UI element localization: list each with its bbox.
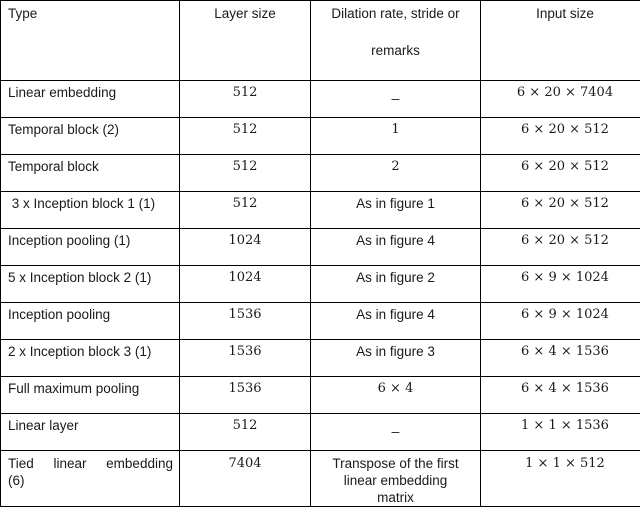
cell-dilation: As in figure 3 xyxy=(311,340,481,377)
cell-dilation: As in figure 4 xyxy=(311,303,481,340)
cell-type-word: linear xyxy=(53,456,87,471)
table-row xyxy=(1,229,640,266)
cell-dilation-line2: linear embedding xyxy=(343,473,448,488)
header-dilation-line2: remarks xyxy=(371,43,420,58)
header-row xyxy=(1,1,640,81)
table-row xyxy=(1,81,640,118)
cell-type: 2 x Inception block 3 (1) xyxy=(1,340,180,377)
cell-dilation: As in figure 1 xyxy=(311,192,481,229)
table-row xyxy=(1,451,640,507)
table-row xyxy=(1,303,640,340)
cell-layer-size: 512 xyxy=(180,118,311,155)
cell-input-size: 6 × 4 × 1536 xyxy=(481,340,640,377)
cell-layer-size: 1536 xyxy=(180,303,311,340)
table-row xyxy=(1,414,640,451)
cell-dilation-line3: matrix xyxy=(377,490,414,505)
cell-dilation: 1 xyxy=(311,118,481,155)
cell-layer-size: 7404 xyxy=(180,451,311,507)
cell-type xyxy=(1,451,180,507)
table-row xyxy=(1,340,640,377)
cell-type: Temporal block (2) xyxy=(1,118,180,155)
cell-input-size: 1 × 1 × 512 xyxy=(481,451,640,507)
cell-dilation xyxy=(311,451,481,507)
cell-type: Linear layer xyxy=(1,414,180,451)
table-row xyxy=(1,192,640,229)
cell-type: Inception pooling xyxy=(1,303,180,340)
cell-dilation: As in figure 2 xyxy=(311,266,481,303)
cell-type: 3 x Inception block 1 (1) xyxy=(1,192,180,229)
cell-input-size: 1 × 1 × 1536 xyxy=(481,414,640,451)
cell-type-word: embedding xyxy=(106,456,173,471)
cell-dilation: _ xyxy=(311,414,481,451)
cell-input-size: 6 × 20 × 512 xyxy=(481,155,640,192)
cell-layer-size: 1536 xyxy=(180,377,311,414)
header-type: Type xyxy=(1,1,180,81)
header-input-size: Input size xyxy=(481,1,640,81)
cell-layer-size: 512 xyxy=(180,414,311,451)
cell-layer-size: 1536 xyxy=(180,340,311,377)
cell-input-size: 6 × 9 × 1024 xyxy=(481,266,640,303)
cell-type: Full maximum pooling xyxy=(1,377,180,414)
header-dilation-line1: Dilation rate, stride or xyxy=(331,6,460,21)
cell-dilation: As in figure 4 xyxy=(311,229,481,266)
header-dilation xyxy=(311,1,481,81)
cell-input-size: 6 × 20 × 512 xyxy=(481,229,640,266)
cell-input-size: 6 × 20 × 512 xyxy=(481,192,640,229)
cell-input-size: 6 × 20 × 7404 xyxy=(481,81,640,118)
cell-input-size: 6 × 9 × 1024 xyxy=(481,303,640,340)
cell-dilation: 6 × 4 xyxy=(311,377,481,414)
cell-dilation: _ xyxy=(311,81,481,118)
table-row xyxy=(1,377,640,414)
cell-type-line1 xyxy=(8,455,179,472)
cell-type: Linear embedding xyxy=(1,81,180,118)
cell-type-word: Tied xyxy=(8,456,34,471)
cell-layer-size: 512 xyxy=(180,192,311,229)
header-layer-size: Layer size xyxy=(180,1,311,81)
table-row xyxy=(1,266,640,303)
cell-type-line2: (6) xyxy=(8,473,25,488)
cell-layer-size: 512 xyxy=(180,155,311,192)
table-row xyxy=(1,155,640,192)
cell-dilation: 2 xyxy=(311,155,481,192)
cell-type: 5 x Inception block 2 (1) xyxy=(1,266,180,303)
cell-layer-size: 1024 xyxy=(180,266,311,303)
cell-input-size: 6 × 20 × 512 xyxy=(481,118,640,155)
cell-layer-size: 512 xyxy=(180,81,311,118)
cell-dilation-line1: Transpose of the first xyxy=(332,456,459,471)
cell-type: Inception pooling (1) xyxy=(1,229,180,266)
cell-input-size: 6 × 4 × 1536 xyxy=(481,377,640,414)
cell-type: Temporal block xyxy=(1,155,180,192)
table-row xyxy=(1,118,640,155)
cell-layer-size: 1024 xyxy=(180,229,311,266)
